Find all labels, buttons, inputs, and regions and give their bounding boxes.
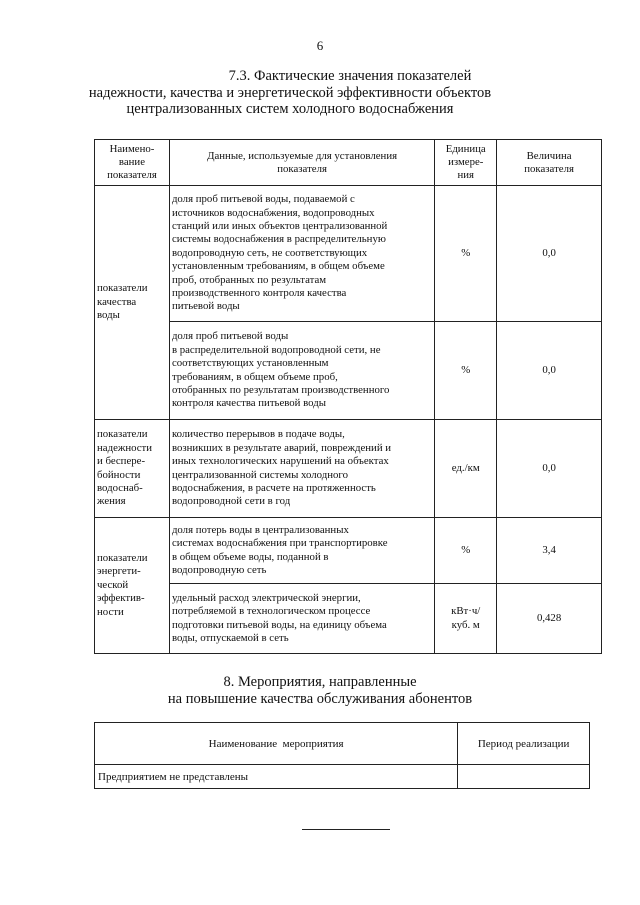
unit-cell: % [435, 186, 497, 322]
title-line: надежности, качества и энергетической эффективности объектов [88, 84, 492, 101]
title-line: 7.3. Фактические значения показателей [228, 68, 472, 84]
value-cell: 3,4 [497, 518, 602, 584]
table-row [95, 186, 602, 322]
measure-name-cell: Предприятием не представлены [95, 765, 458, 789]
table-row [95, 420, 602, 518]
value-cell: 0,0 [497, 186, 602, 322]
header-period: Период реализации [458, 723, 590, 765]
page-number: 6 [316, 38, 324, 53]
section-8-title [0, 674, 640, 708]
value-cell: 0,0 [497, 420, 602, 518]
data-cell: доля потерь воды в централизованных системах водоснабжения при транспортировке в общем объеме воды, поданной в водопроводную сеть [169, 518, 434, 584]
value-cell: 0,428 [497, 584, 602, 654]
value-cell: 0,0 [497, 322, 602, 420]
header-indicator-name: Наимено- вание показателя [95, 140, 170, 186]
title-line: 8. Мероприятия, направленные [223, 674, 417, 690]
title-line: централизованных систем холодного водоснабжения [126, 101, 454, 117]
table-row [95, 584, 602, 654]
data-cell: доля проб питьевой воды в распределительной водопроводной сети, не соответствующих установленным требованиям, в общем объеме проб, отобранных по результатам производственного контроля качества питьевой воды [169, 322, 434, 420]
table-header-row [95, 723, 590, 765]
header-measure-name: Наименование мероприятия [95, 723, 458, 765]
unit-cell: кВт·ч/ куб. м [435, 584, 497, 654]
header-data: Данные, используемые для установления показателя [169, 140, 434, 186]
category-cell: показатели надежности и беспере- бойности водоснаб- жения [95, 420, 170, 518]
table-row [95, 765, 590, 789]
category-cell: показатели качества воды [95, 186, 170, 420]
table-row [95, 322, 602, 420]
category-cell: показатели энергети- ческой эффектив- ности [95, 518, 170, 654]
data-cell: удельный расход электрической энергии, потребляемой в технологическом процессе подготовки питьевой воды, на единицу объема воды, отпускаемой в сеть [169, 584, 434, 654]
data-cell: количество перерывов в подаче воды, возникших в результате аварий, повреждений и иных технологических нарушений на объектах централизованной системы холодного водоснабжения, в расчете на протяженность водопроводной сети в год [169, 420, 434, 518]
unit-cell: % [435, 518, 497, 584]
table-row [95, 518, 602, 584]
header-unit: Единица измере- ния [435, 140, 497, 186]
header-value: Величина показателя [497, 140, 602, 186]
indicators-table [94, 139, 602, 654]
unit-cell: ед./км [435, 420, 497, 518]
unit-cell: % [435, 322, 497, 420]
footer-rule [302, 829, 390, 830]
period-cell [458, 765, 590, 789]
section-7-3-title [60, 68, 640, 118]
title-line: на повышение качества обслуживания абонентов [167, 691, 473, 707]
measures-table [94, 722, 590, 789]
data-cell: доля проб питьевой воды, подаваемой с источников водоснабжения, водопроводных станций или иных объектов централизованной системы водоснабжения в распределительную водопроводную сеть, не соответствующих установленным требованиям, в общем объеме проб, отобранных по результатам производственного контроля качества питьевой воды [169, 186, 434, 322]
